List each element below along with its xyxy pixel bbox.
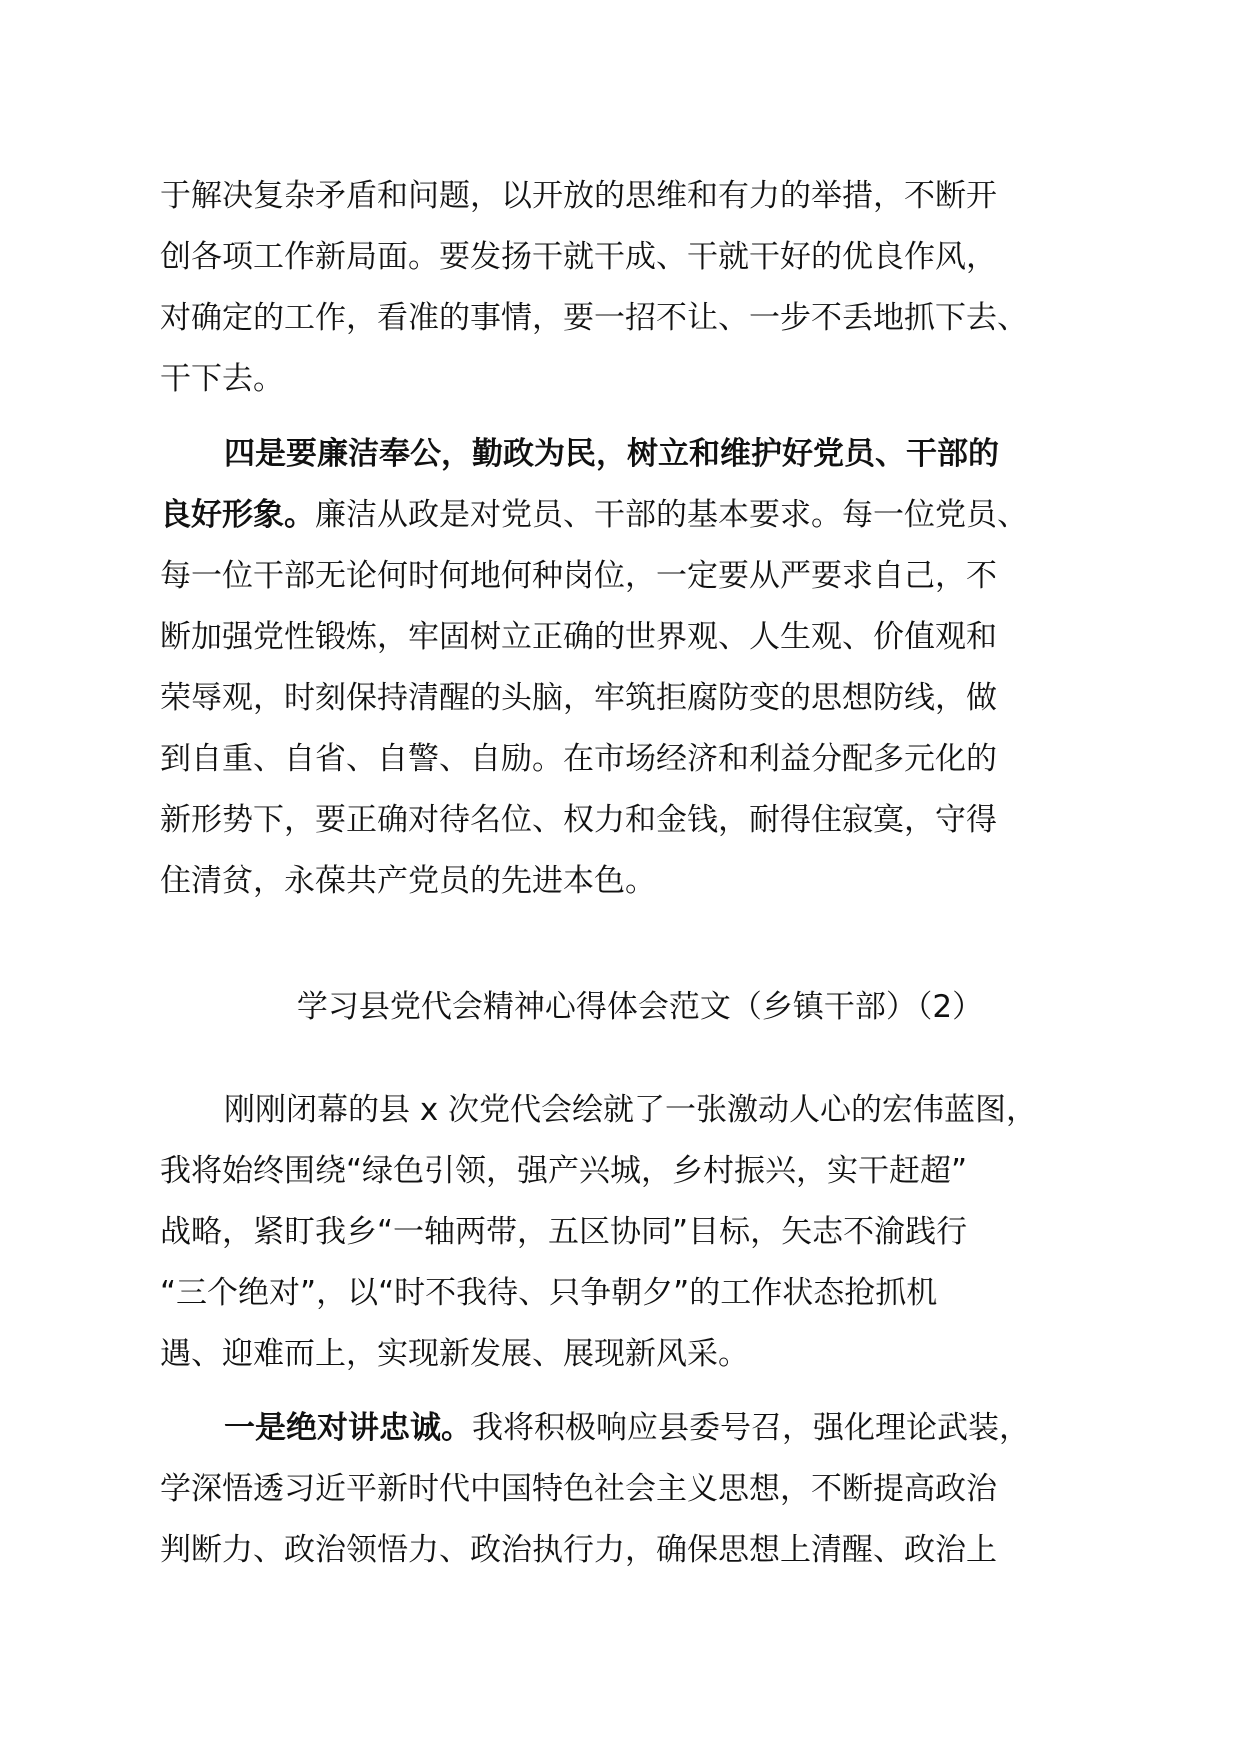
paragraph-line [160,485,1120,546]
paragraph-line: 判断力、政治领悟力、政治执行力，确保思想上清醒、政治上 [160,1532,997,1568]
paragraph-line: “三个绝对”，以“时不我待、只争朝夕”的工作状态抢抓机 [160,1275,938,1311]
continuation-paragraph [160,166,1120,410]
intro-paragraph [160,1080,1120,1385]
section-one-heading: 一是绝对讲忠诚。 [224,1410,472,1446]
paragraph-text: 廉洁从政是对党员、干部的基本要求。每一位党员、 [315,497,1028,533]
paragraph-line: 对确定的工作，看准的事情，要一招不让、一步不丢地抓下去、 [160,300,1028,336]
paragraph-line: 住清贫，永葆共产党员的先进本色。 [160,863,656,899]
paragraph-line [160,1398,1120,1459]
paragraph-line: 于解决复杂矛盾和问题，以开放的思维和有力的举措，不断开 [160,178,997,214]
paragraph-line: 战略，紧盯我乡“一轴两带，五区协同”目标，矢志不渝践行 [160,1214,968,1250]
paragraph-text: 我将积极响应县委号召，强化理论武装， [472,1410,1030,1446]
paragraph-line: 我将始终围绕“绿色引领，强产兴城，乡村振兴，实干赶超” [160,1153,968,1189]
paragraph-line: 干下去。 [160,361,284,397]
section-four-heading-end: 良好形象。 [160,497,315,533]
section-one-paragraph [160,1398,1120,1581]
paragraph-line: 每一位干部无论何时何地何种岗位，一定要从严要求自己，不 [160,558,997,594]
section-four-paragraph [160,424,1120,912]
section-four-heading: 四是要廉洁奉公，勤政为民，树立和维护好党员、干部的 [224,436,999,472]
paragraph-line: 到自重、自省、自警、自励。在市场经济和利益分配多元化的 [160,741,997,777]
paragraph-line: 荣辱观，时刻保持清醒的头脑，牢筑拒腐防变的思想防线，做 [160,680,997,716]
paragraph-line: 断加强党性锻炼，牢固树立正确的世界观、人生观、价值观和 [160,619,997,655]
paragraph-line: 遇、迎难而上，实现新发展、展现新风采。 [160,1336,749,1372]
document-title: 学习县党代会精神心得体会范文（乡镇干部）（2） [296,989,984,1025]
paragraph-line: 新形势下，要正确对待名位、权力和金钱，耐得住寂寞，守得 [160,802,997,838]
paragraph-line: 学深悟透习近平新时代中国特色社会主义思想，不断提高政治 [160,1471,997,1507]
paragraph-line: 创各项工作新局面。要发扬干就干成、干就干好的优良作风， [160,239,997,275]
paragraph-line: 刚刚闭幕的县 x 次党代会绘就了一张激动人心的宏伟蓝图， [224,1092,1038,1128]
